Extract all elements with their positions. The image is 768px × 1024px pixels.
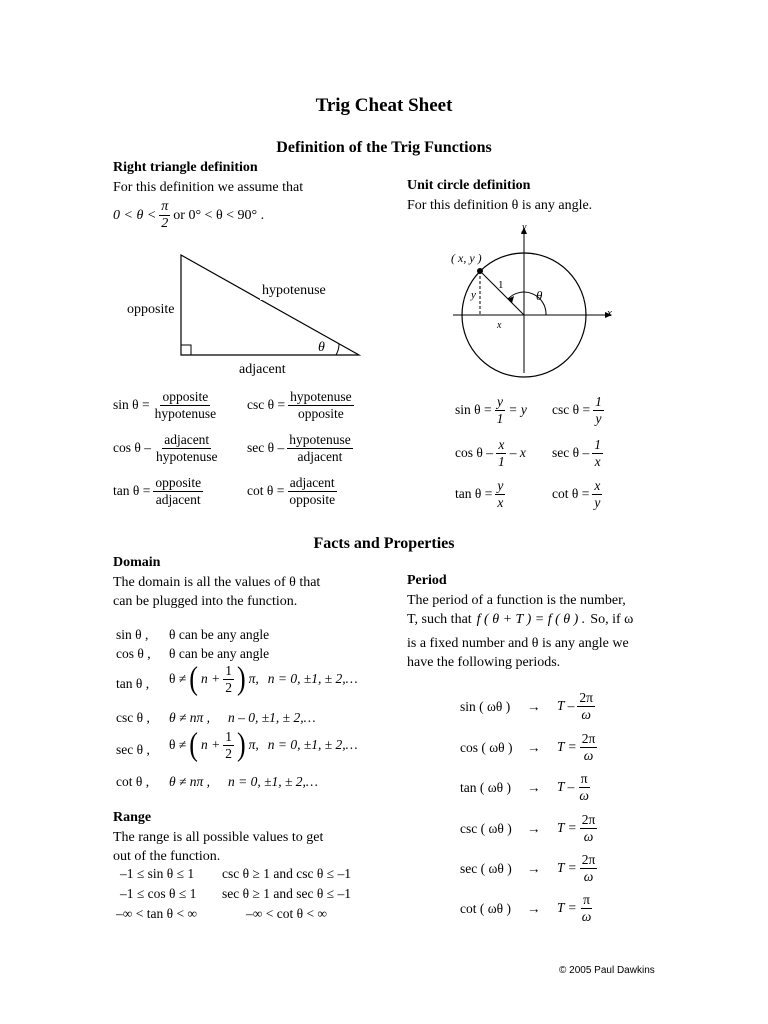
domain-tan-n: n = 0, ±1, ± 2,… bbox=[267, 671, 358, 687]
rt-csc-formula bbox=[247, 389, 354, 421]
uc-cot-lhs: cot θ = bbox=[552, 486, 590, 502]
rt-cot-num: adjacent bbox=[289, 475, 335, 490]
uc-sin-lhs: sin θ = bbox=[455, 402, 492, 418]
rt-sin-den: hypotenuse bbox=[154, 405, 217, 421]
period-sec-num: 2π bbox=[581, 852, 596, 867]
period-text-2 bbox=[407, 610, 633, 629]
domain-cos-cond: θ can be any angle bbox=[169, 646, 270, 661]
domain-tan-den: 2 bbox=[225, 679, 232, 695]
domain-tan-cond bbox=[169, 660, 358, 697]
domain-text-2: can be plugged into the function. bbox=[113, 594, 298, 609]
uc-sin-den: 1 bbox=[496, 410, 504, 426]
period-sin-T-label: T – bbox=[557, 698, 575, 714]
unit-circle-diagram bbox=[445, 220, 620, 380]
range-text-1: The range is all possible values to get bbox=[113, 830, 324, 845]
domain-csc-n: n – 0, ±1, ± 2,… bbox=[228, 710, 316, 725]
domain-sec-cond bbox=[169, 726, 358, 763]
uc-sin-formula bbox=[455, 394, 527, 426]
theta-circle-label: θ bbox=[536, 288, 543, 303]
range-cot: –∞ < cot θ < ∞ bbox=[246, 906, 328, 921]
uc-tan-formula bbox=[455, 478, 505, 510]
period-sec-den: ω bbox=[583, 868, 594, 884]
uc-tan-num: y bbox=[497, 478, 504, 493]
uc-tan-den: x bbox=[497, 494, 504, 510]
range-csc: csc θ ≥ 1 and csc θ ≤ –1 bbox=[222, 866, 351, 881]
period-cos-den: ω bbox=[583, 747, 594, 763]
rt-cot-lhs: cot θ = bbox=[247, 483, 285, 499]
period-cos-arrow: → bbox=[527, 740, 541, 755]
uc-sin-num: y bbox=[496, 394, 503, 409]
period-cot-T-label: T = bbox=[557, 900, 577, 916]
rt-csc-den: opposite bbox=[297, 405, 344, 421]
rt-tan-lhs: tan θ = bbox=[113, 483, 151, 499]
period-sin-num: 2π bbox=[579, 690, 593, 705]
period-csc-T bbox=[557, 812, 597, 844]
period-cos-T bbox=[557, 731, 597, 763]
period-cot-fn: cot ( ωθ ) bbox=[460, 901, 511, 916]
domain-tan-num: 1 bbox=[225, 663, 232, 678]
domain-tan-post: π, bbox=[248, 671, 259, 687]
period-cot-num: π bbox=[583, 892, 590, 907]
uc-cot-num: x bbox=[594, 478, 601, 493]
uc-tan-lhs: tan θ = bbox=[455, 486, 493, 502]
uc-sec-num: 1 bbox=[594, 437, 601, 452]
domain-sin-cond: θ can be any angle bbox=[169, 627, 270, 642]
rt-sin-lhs: sin θ = bbox=[113, 397, 150, 413]
point-xy bbox=[477, 268, 483, 274]
rt-cos-num: adjacent bbox=[164, 432, 210, 447]
period-csc-den: ω bbox=[583, 828, 594, 844]
y-axis-label: y bbox=[522, 222, 527, 233]
period-heading: Period bbox=[407, 573, 447, 588]
period-sec-fn: sec ( ωθ ) bbox=[460, 861, 512, 876]
assumption-formula bbox=[113, 199, 264, 232]
radius-one-label: 1 bbox=[498, 279, 504, 291]
paren-close: ) bbox=[236, 660, 246, 697]
hypotenuse-label: hypotenuse bbox=[262, 283, 326, 298]
domain-csc-cond: θ ≠ nπ , bbox=[169, 710, 211, 725]
uc-cot-formula bbox=[552, 478, 602, 510]
uc-cos-lhs: cos θ – bbox=[455, 445, 493, 461]
theta-label: θ bbox=[318, 340, 325, 355]
unit-circle-intro: For this definition θ is any angle. bbox=[407, 198, 593, 213]
period-cot-T bbox=[557, 892, 593, 924]
assumption-num: π bbox=[159, 199, 170, 216]
period-sin-fn: sin ( ωθ ) bbox=[460, 699, 511, 714]
rt-tan-num: opposite bbox=[155, 475, 202, 490]
period-cot-arrow: → bbox=[527, 901, 541, 916]
uc-cos-formula bbox=[455, 437, 526, 469]
rt-sec-num: hypotenuse bbox=[289, 432, 351, 447]
domain-tan-pre: θ ≠ bbox=[169, 671, 187, 687]
rt-cot-formula bbox=[247, 475, 337, 507]
domain-tan-inner: n + bbox=[200, 671, 221, 687]
period-sec-arrow: → bbox=[527, 861, 541, 876]
assumption-left: 0 < θ < bbox=[113, 208, 157, 224]
domain-sin-fn: sin θ , bbox=[116, 627, 149, 642]
period-csc-num: 2π bbox=[581, 812, 596, 827]
domain-sec-pre: θ ≠ bbox=[169, 737, 187, 753]
paren-open: ( bbox=[189, 660, 198, 697]
period-tan-den: ω bbox=[579, 787, 589, 803]
rt-cos-den: hypotenuse bbox=[155, 448, 218, 464]
rt-cot-den: opposite bbox=[289, 491, 336, 507]
pi-over-2 bbox=[159, 199, 170, 232]
domain-cot-cond: θ ≠ nπ , bbox=[169, 774, 211, 789]
period-csc-T-label: T = bbox=[557, 820, 577, 836]
assumption-den: 2 bbox=[161, 216, 169, 232]
rt-csc-lhs: csc θ = bbox=[247, 397, 286, 413]
period-csc-fn: csc ( ωθ ) bbox=[460, 821, 512, 836]
page-title: Trig Cheat Sheet bbox=[315, 95, 453, 116]
rt-tan-den: adjacent bbox=[155, 491, 201, 507]
domain-cot-fn: cot θ , bbox=[116, 774, 150, 789]
range-text-2: out of the function. bbox=[113, 849, 221, 864]
uc-sec-formula bbox=[552, 437, 603, 469]
rt-sin-num: opposite bbox=[162, 389, 209, 404]
right-triangle-intro: For this definition we assume that bbox=[113, 180, 304, 195]
uc-csc-den: y bbox=[595, 410, 602, 426]
period-tan-arrow: → bbox=[527, 780, 541, 795]
period-tan-num: π bbox=[580, 771, 588, 786]
paren-close: ) bbox=[236, 726, 246, 763]
triangle-shape bbox=[181, 255, 359, 355]
domain-sec-n: n = 0, ±1, ± 2,… bbox=[267, 737, 358, 753]
period-cot-den: ω bbox=[581, 908, 592, 924]
range-tan: –∞ < tan θ < ∞ bbox=[116, 906, 198, 921]
rt-sec-den: adjacent bbox=[297, 448, 343, 464]
opposite-label: opposite bbox=[127, 302, 175, 317]
theta-arc bbox=[336, 344, 339, 355]
paren-open: ( bbox=[189, 726, 198, 763]
period-text-2a: T, such that bbox=[407, 612, 472, 627]
domain-sec-den: 2 bbox=[225, 745, 232, 761]
period-cos-num: 2π bbox=[581, 731, 596, 746]
uc-cos-rhs: – x bbox=[509, 445, 526, 461]
period-cos-T-label: T = bbox=[557, 739, 577, 755]
period-sin-den: ω bbox=[581, 706, 591, 722]
domain-tan-fn: tan θ , bbox=[116, 676, 150, 691]
uc-cot-den: y bbox=[594, 494, 601, 510]
domain-sec-fn: sec θ , bbox=[116, 742, 150, 757]
domain-cot-n: n = 0, ±1, ± 2,… bbox=[228, 774, 318, 789]
domain-sec-post: π, bbox=[248, 737, 259, 753]
section-heading-facts: Facts and Properties bbox=[313, 535, 455, 552]
assumption-right: or 0° < θ < 90° . bbox=[173, 208, 265, 224]
uc-csc-lhs: csc θ = bbox=[552, 402, 591, 418]
uc-csc-num: 1 bbox=[595, 394, 602, 409]
domain-cos-fn: cos θ , bbox=[116, 646, 151, 661]
section-heading-definitions: Definition of the Trig Functions bbox=[276, 139, 492, 156]
rt-cos-lhs: cos θ – bbox=[113, 440, 151, 456]
y-side-label: y bbox=[471, 289, 476, 301]
range-sin: –1 ≤ sin θ ≤ 1 bbox=[120, 866, 195, 881]
rt-sec-lhs: sec θ – bbox=[247, 440, 285, 456]
copyright: © 2005 Paul Dawkins bbox=[559, 965, 655, 976]
period-sin-arrow: → bbox=[527, 699, 541, 714]
right-angle-marker bbox=[181, 345, 191, 355]
period-sin-T bbox=[557, 690, 595, 722]
period-text-2b: f ( θ + T ) = f ( θ ) . bbox=[476, 612, 586, 627]
right-triangle-heading: Right triangle definition bbox=[113, 160, 258, 175]
rt-sec-formula bbox=[247, 432, 353, 464]
uc-sin-rhs: = y bbox=[508, 402, 527, 418]
period-sec-T-label: T = bbox=[557, 860, 577, 876]
uc-csc-formula bbox=[552, 394, 604, 426]
rt-tan-formula bbox=[113, 475, 203, 507]
point-label: ( x, y ) bbox=[451, 251, 482, 265]
domain-sec-num: 1 bbox=[225, 729, 232, 744]
x-axis-label: x bbox=[607, 307, 612, 319]
uc-sec-den: x bbox=[594, 453, 601, 469]
domain-heading: Domain bbox=[113, 555, 161, 570]
range-heading: Range bbox=[113, 810, 152, 825]
unit-circle-heading: Unit circle definition bbox=[407, 178, 531, 193]
rt-cos-formula bbox=[113, 432, 219, 464]
uc-cos-num: x bbox=[498, 437, 505, 452]
period-tan-fn: tan ( ωθ ) bbox=[460, 780, 511, 795]
domain-csc-fn: csc θ , bbox=[116, 710, 150, 725]
period-text-3: is a fixed number and θ is any angle we bbox=[407, 636, 629, 651]
domain-text-1: The domain is all the values of θ that bbox=[113, 575, 321, 590]
range-cos: –1 ≤ cos θ ≤ 1 bbox=[120, 886, 197, 901]
period-csc-arrow: → bbox=[527, 821, 541, 836]
theta-arc-arrow bbox=[508, 296, 514, 303]
period-text-4: have the following periods. bbox=[407, 655, 561, 670]
uc-sec-lhs: sec θ – bbox=[552, 445, 590, 461]
period-tan-T-label: T – bbox=[557, 779, 575, 795]
x-side-label: x bbox=[497, 320, 502, 331]
period-tan-T bbox=[557, 771, 591, 803]
period-text-1: The period of a function is the number, bbox=[407, 593, 626, 608]
range-sec: sec θ ≥ 1 and sec θ ≤ –1 bbox=[222, 886, 351, 901]
period-sec-T bbox=[557, 852, 597, 884]
rt-csc-num: hypotenuse bbox=[290, 389, 352, 404]
adjacent-label: adjacent bbox=[239, 362, 286, 377]
period-cos-fn: cos ( ωθ ) bbox=[460, 740, 513, 755]
rt-sin-formula bbox=[113, 389, 218, 421]
domain-sec-inner: n + bbox=[200, 737, 221, 753]
uc-cos-den: 1 bbox=[497, 453, 505, 469]
period-text-2c: So, if ω bbox=[590, 612, 634, 627]
